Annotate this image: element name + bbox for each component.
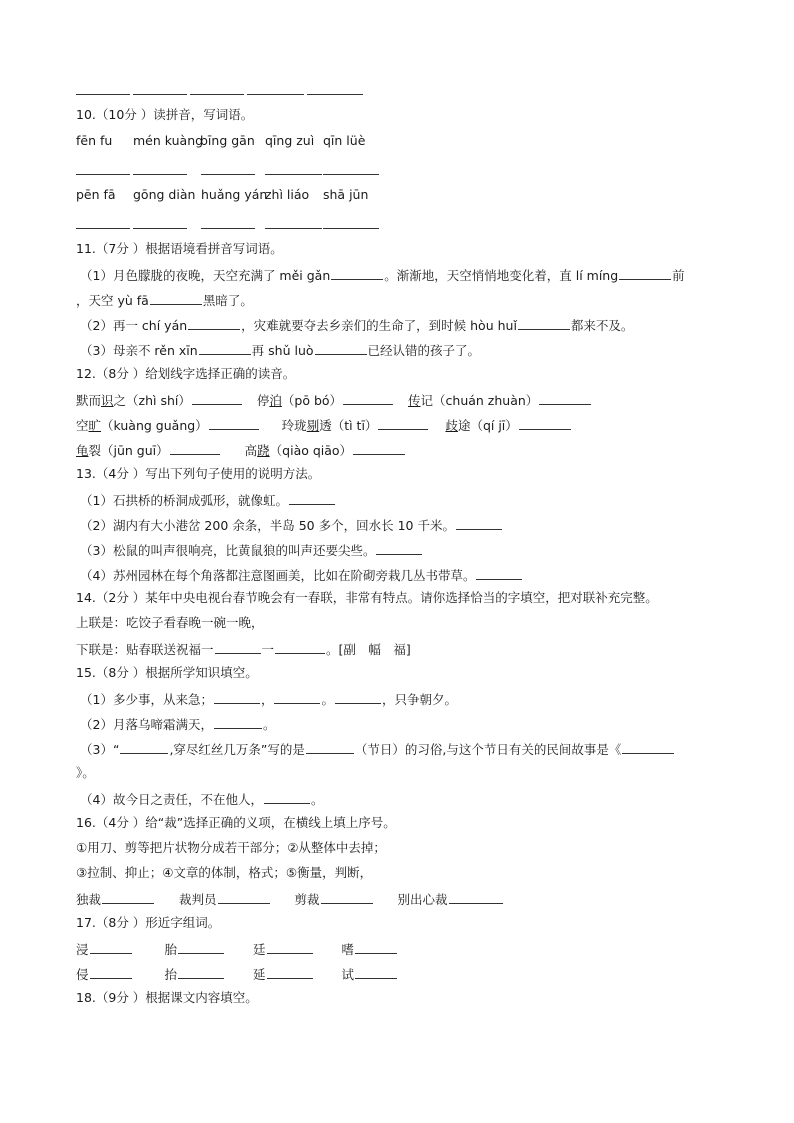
pinyin: gōng diàn [133, 187, 196, 202]
pinyin: qīng zuì [265, 133, 315, 148]
answer-blank[interactable] [519, 416, 571, 430]
answer-blank[interactable] [178, 940, 224, 954]
q11-line-1: （1）月色朦胧的夜晚，天空充满了 měi gǎn 。渐渐地，天空悄悄地变化着，直 lí míng 前 [80, 268, 685, 283]
q10-heading: 10.（10分 ）读拼音，写词语。 [76, 107, 254, 122]
q14-upper-couplet: 上联是：吃饺子看春晚一碗一晚， [76, 615, 264, 630]
q15-heading: 15.（8分 ）根据所学知识填空。 [76, 665, 258, 680]
answer-blank[interactable] [331, 266, 383, 280]
answer-blank[interactable] [188, 316, 240, 330]
blank-line [133, 94, 187, 95]
answer-blank[interactable] [267, 940, 313, 954]
answer-blank[interactable] [518, 316, 570, 330]
q15-item-4: （4）故今日之责任，不在他人， 。 [80, 792, 324, 807]
answer-blank[interactable] [274, 690, 320, 704]
answer-blank[interactable] [539, 391, 591, 405]
answer-blank[interactable] [90, 965, 132, 979]
answer-blank[interactable] [378, 416, 428, 430]
q13-item-1: （1）石拱桥的桥洞成弧形，就像虹。 [80, 491, 336, 509]
q14-heading: 14.（2分 ）某年中央电视台春节晚会有一春联，非常有特点。请你选择恰当的字填空，把对联补充完整。 [76, 590, 658, 605]
answer-blank[interactable] [289, 491, 335, 505]
answer-blank[interactable] [449, 890, 503, 904]
q14-lower-couplet: 下联是：贴春联送祝福一 一 。[副 幅 福] [76, 642, 411, 657]
answer-blank[interactable] [209, 416, 259, 430]
answer-blank[interactable] [355, 965, 397, 979]
answer-blank[interactable] [321, 890, 373, 904]
answer-blank[interactable] [619, 266, 671, 280]
pinyin: shā jūn [323, 187, 369, 202]
q16-definitions-1: ①用刀、剪等把片状物分成若干部分；②从整体中去掉； [76, 840, 386, 855]
pinyin: pēn fā [76, 187, 116, 202]
q11-line-3: （2）再一 chí yán ，灾难就要夺去乡亲们的生命了，到时候 hòu huǐ 都来不及。 [80, 318, 634, 333]
q13-heading: 13.（4分 ）写出下列句子使用的说明方法。 [76, 466, 321, 481]
answer-blank[interactable] [353, 441, 405, 455]
answer-blank[interactable] [192, 391, 242, 405]
answer-blank[interactable] [376, 541, 422, 555]
answer-blank[interactable] [275, 640, 325, 654]
q13-item-4: （4）苏州园林在每个角落都注意图画美，比如在阶砌旁栽几丛书带草。 [80, 566, 523, 584]
q17-row-2: 侵 抬 延 试 [76, 965, 398, 983]
blank-line [190, 94, 244, 95]
q15-item-3: （3）“ ,穿尽红丝几万条”写的是 （节日）的习俗,与这个节日有关的民间故事是《 [80, 740, 675, 758]
answer-blank[interactable] [315, 341, 367, 355]
q16-heading: 16.（4分 ）给“裁”选择正确的义项，在横线上填上序号。 [76, 815, 396, 830]
q15-item-1: （1）多少事，从来急； ， 。 ，只争朝夕。 [80, 692, 458, 707]
answer-blank[interactable] [120, 740, 168, 754]
q16-definitions-2: ③拉制、抑止；④文章的体制，格式；⑤衡量，判断， [76, 865, 373, 880]
answer-blank[interactable] [476, 566, 522, 580]
answer-blank[interactable] [343, 391, 393, 405]
blank-line [76, 94, 130, 95]
q17-heading: 17.（8分 ）形近字组词。 [76, 915, 221, 930]
q12-row-2: 空旷（kuàng guǎng） 玲珑剔透（tì tī） 歧途（qí jī） [76, 416, 572, 434]
answer-blank[interactable] [218, 890, 270, 904]
blank-line [307, 94, 363, 95]
answer-blank[interactable] [215, 640, 261, 654]
answer-blank[interactable] [102, 890, 154, 904]
pinyin: zhì liáo [265, 187, 310, 202]
q11-line-2: ，天空 yù fā 黑暗了。 [76, 293, 253, 308]
answer-blank[interactable] [90, 940, 132, 954]
answer-blank[interactable] [456, 516, 502, 530]
answer-blank[interactable] [199, 341, 251, 355]
answer-blank[interactable] [335, 690, 381, 704]
q11-heading: 11.（7分 ）根据语境看拼音写词语。 [76, 241, 283, 256]
pinyin: bīng gān [200, 133, 255, 148]
answer-blank[interactable] [178, 965, 224, 979]
q16-words: 独裁 裁判员 剪裁 别出心裁 [76, 890, 504, 908]
answer-blank[interactable] [306, 740, 354, 754]
q13-item-3: （3）松鼠的叫声很响亮，比黄鼠狼的叫声还要尖些。 [80, 541, 423, 559]
answer-blank[interactable] [214, 690, 260, 704]
answer-blank[interactable] [150, 291, 202, 305]
q17-row-1: 浸 胎 廷 嗜 [76, 940, 398, 958]
answer-blank[interactable] [355, 940, 397, 954]
pinyin: huǎng yán [201, 187, 268, 202]
pinyin: mén kuàng [133, 133, 204, 148]
answer-blank[interactable] [264, 790, 310, 804]
pinyin: qīn lüè [323, 133, 366, 148]
q12-row-1: 默而识之（zhì shí） 停泊（pō bó） 传记（chuán zhuàn） [76, 391, 592, 409]
blank-line [247, 94, 304, 95]
q18-heading: 18.（9分 ）根据课文内容填空。 [76, 990, 258, 1005]
q11-line-4: （3）母亲不 rěn xīn 再 shǔ luò 已经认错的孩子了。 [80, 343, 481, 358]
answer-blank[interactable] [170, 441, 220, 455]
answer-blank[interactable] [214, 715, 262, 729]
answer-blank[interactable] [622, 740, 674, 754]
answer-blank[interactable] [267, 965, 313, 979]
q13-item-2: （2）湖内有大小港岔 200 余条，半岛 50 多个，回水长 10 千米。 [80, 516, 503, 534]
q12-row-3: 龟裂（jūn guī） 高跷（qiào qiāo） [76, 441, 406, 459]
q15-item-3-cont: 》。 [76, 765, 95, 780]
q12-heading: 12.（8分 ）给划线字选择正确的读音。 [76, 366, 296, 381]
pinyin: fēn fu [76, 133, 113, 148]
q15-item-2: （2）月落乌啼霜满天， 。 [80, 717, 276, 732]
